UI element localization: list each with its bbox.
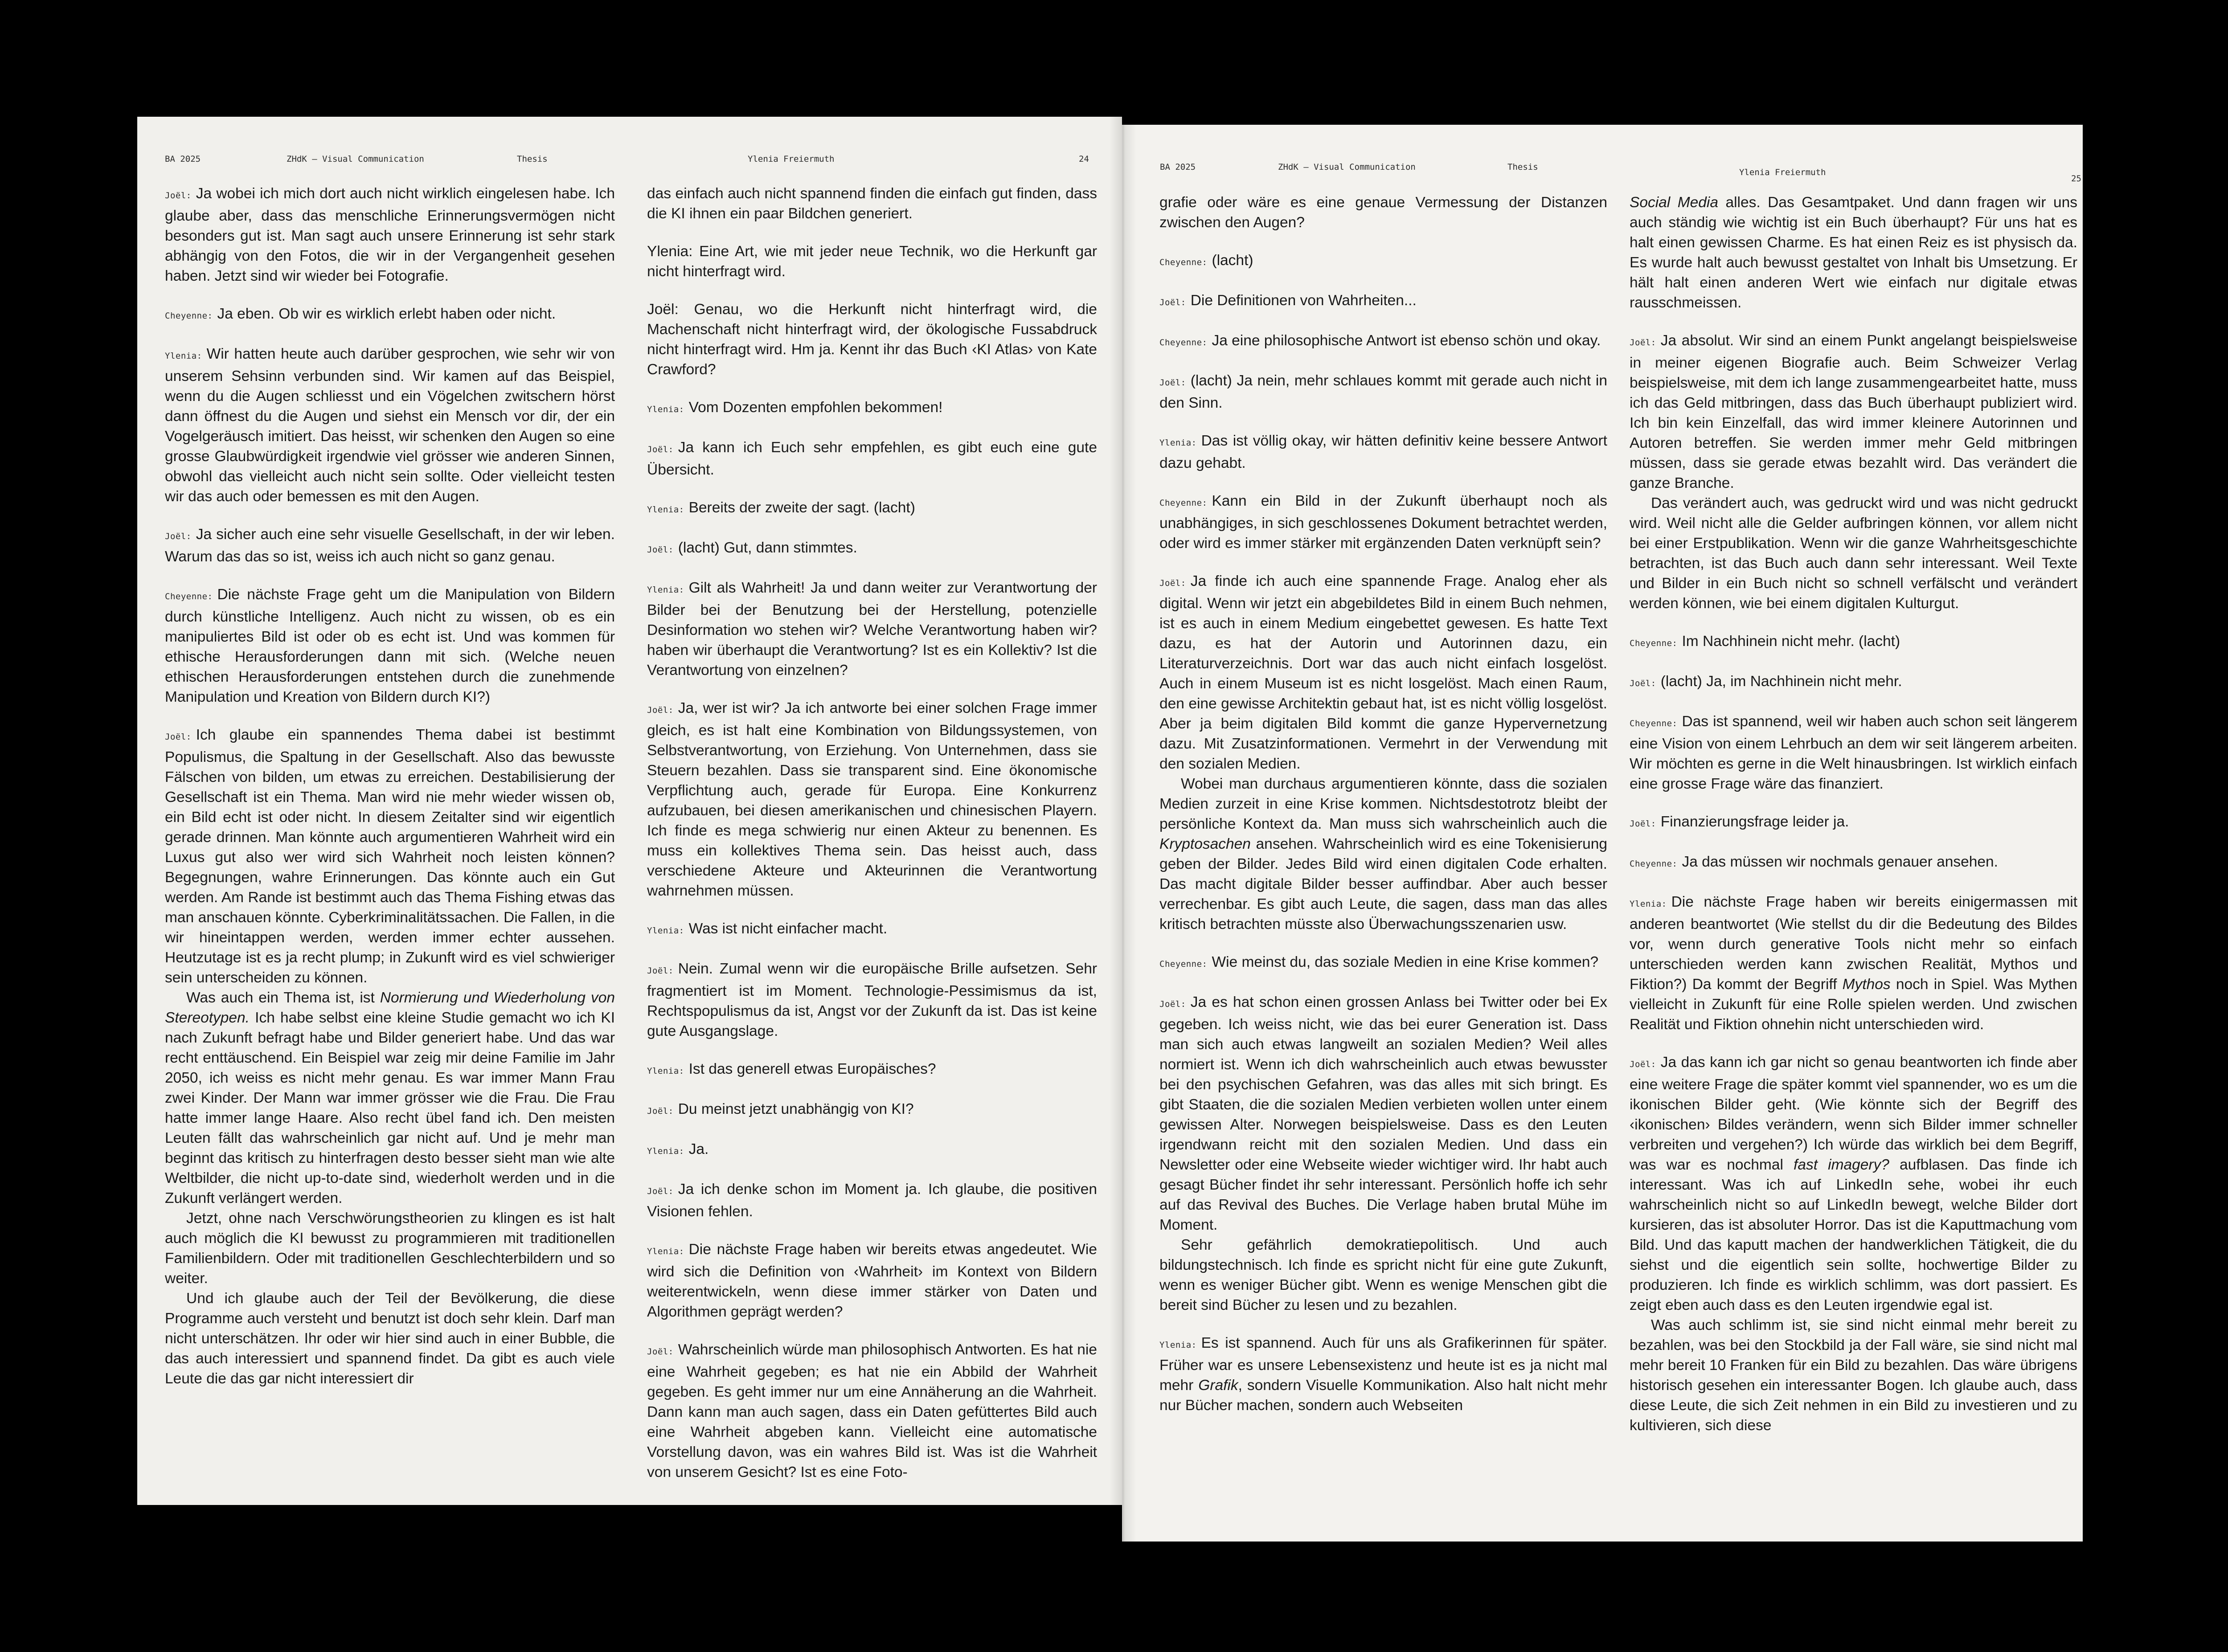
paragraph-text: Die nächste Frage haben wir bereits etwas angedeutet. Wie wird sich die Definition von ‹Wahrheit› im Kontext von Bildern weiterentwickeln, wenn diese immer stärker von Daten und Algorithmen geprägt werden? [647,1241,1097,1320]
paragraph-text: Vom Dozenten empfohlen bekommen! [688,399,943,416]
paragraph-text: aufblasen. Das finde ich interessant. Was ich auf LinkedIn sehe, wobei ihr euch wahrscheinlich nicht so auf LinkedIn bewegt, welche Bilder dort kursieren, das ist absoluter Horror. Das ist die Kaputtmachung vom Bild. Und das kaputt machen der handwerklichen Tätigkeit, die du siehst und die eigentlich sein sollte, hochwertige Bilder zu produzieren. Ich finde es wirklich schlimm, was dort passiert. Es zeigt eben auch dass es den Leuten irgendwie egal ist. [1630,1157,2077,1313]
speaker-label: Ylenia: [647,1247,684,1256]
speaker-label: Joël: [165,191,192,200]
page-number: 25 [2071,174,2081,184]
paragraph-text: Ja. [688,1141,709,1157]
emphasis-text: Kryptosachen [1159,836,1251,852]
column-2 [1630,192,2077,1453]
left-page [137,117,1122,1505]
interview-paragraph [1159,250,1607,273]
header-section: Thesis [517,154,548,164]
speaker-label: Ylenia: [647,585,684,595]
interview-paragraph [1630,892,2077,1035]
paragraph-text: Ja das kann ich gar nicht so genau beantworten ich finde aber eine weitere Frage die später kommt viel spannender, wo es um die ikonischen Bilder geht. (Wie könnte sich der Begriff des ‹ikonischen› Bildes verändern, wenn sich Bilder immer schneller verbreiten und vergehen?) Ich würde das wirklich bei dem Begriff, was war es nochmal [1630,1054,2077,1173]
speaker-label: Joël: [1630,1059,1656,1069]
paragraph-text: Nein. Zumal wenn wir die europäische Brille aufsetzen. Sehr fragmentiert ist im Moment. Technologie-Pessimismus da ist, Rechtspopulismus da ist, Angst vor der Zukunft da ist. Das ist keine gute Ausgangslage. [647,961,1097,1039]
interview-paragraph [1159,1333,1607,1415]
paragraph-text: Wahrscheinlich würde man philosophisch Antworten. Es hat nie eine Wahrheit gegeben; es hat nie ein Abbild der Wahrheit gegeben. Es geht immer nur um eine Annäherung an die Wahrheit. Dann kann man auch sagen, dass ein Daten gefüttertes Bild auch eine Wahrheit abgeben kann. Vielleicht eine automatische Vorstellung davon, was ein wahres Bild ist. Was ist die Wahrheit von unserem Gesicht? Ist es eine Foto- [647,1341,1097,1480]
interview-paragraph [1630,812,2077,834]
column-1 [1159,192,1607,1433]
paragraph-text: Ja das müssen wir nochmals genauer ansehen. [1682,854,1998,870]
interview-paragraph [647,959,1097,1041]
speaker-label: Ylenia: [1159,438,1197,448]
speaker-label: Joël: [647,1106,674,1116]
paragraph-text: Joël: Genau, wo die Herkunft nicht hinterfragt wird, die Machenschaft nicht hinterfragt wird, der ökologische Fussabdruck nicht hinterfragt wird. Hm ja. Kennt ihr das Buch ‹KI Atlas› von Kate Crawford? [647,301,1097,378]
header-school: ZHdK – Visual Communication [287,154,424,164]
emphasis-text: Grafik [1198,1377,1238,1394]
speaker-label: Cheyenne: [1159,498,1208,508]
interview-paragraph [1159,431,1607,473]
paragraph-text: (lacht) Ja nein, mehr schlaues kommt mit gerade auch nicht in den Sinn. [1159,372,1607,411]
paragraph-text: Ist das generell etwas Europäisches? [688,1061,936,1077]
interview-paragraph [1630,1315,2077,1435]
interview-paragraph [647,1139,1097,1161]
interview-paragraph [1159,1235,1607,1315]
speaker-label: Ylenia: [165,351,202,361]
page-header [1122,162,2083,184]
header-author: Ylenia Freiermuth [748,154,835,164]
page-header [137,154,1122,172]
paragraph-text: noch in Spiel. Was Mythen vielleicht in Zukunft für eine Rolle spielen werden. Und zwischen Realität und Fiktion ohnehin nicht unterschieden wird. [1630,976,2078,1033]
emphasis-text: Mythos [1842,976,1891,993]
paragraph-text: Die Definitionen von Wahrheiten... [1190,292,1417,309]
speaker-label: Ylenia: [647,505,684,515]
speaker-label: Joël: [1630,338,1656,348]
paragraph-text: Ja, wer ist wir? Ja ich antworte bei einer solchen Frage immer gleich, es ist halt eine Kombination von Bildungssystemen, von Selbstverantwortung, von Erziehung. Von Unternehmen, dass sie Steuern bezahlen. Dass sie transparent sind. Eine ökonomische Verpflichtung auch, gerade für Europa. Eine Konkurrenz aufzubauen, bei diesen amerikanischen und chinesischen Playern. Ich finde es mega schwierig nur einen Akteur zu benennen. Es muss ein kollektives Thema sein. Das heisst auch, dass verschiedene Akteure und Akteurinnen die Verantwortung wahrnehmen müssen. [647,700,1097,899]
paragraph-text: Jetzt, ohne nach Verschwörungstheorien zu klingen es ist halt auch möglich die KI bewusst zu programmieren mit traditionellen Familienbildern. Oder mit traditionellen Geschlechterbildern und so weiter. [165,1210,615,1287]
speaker-label: Joël: [647,1347,674,1357]
paragraph-text: Ja eine philosophische Antwort ist ebenso schön und okay. [1212,332,1601,349]
interview-paragraph [647,1099,1097,1121]
interview-paragraph [647,698,1097,901]
paragraph-text: Ja finde ich auch eine spannende Frage. Analog eher als digital. Wenn wir jetzt ein abgebildetes Bild in einem Buch nehmen, ist es auch in einem Medium eingebettet gewesen. Es hatte Text dazu, es hat der Autorin und Autorinnen dazu, ein Literaturverzeichnis. Dort war das auch nicht einfach losgelöst. Auch in einem Museum ist es nicht losgelöst. Mach einen Raum, den eine gewisse Architektin gebaut hat, ist es nicht völlig losgelöst. Aber ja beim digitalen Bild kommt die ganze Hypervernetzung dazu. Mit Zusatzinformationen. Vermehrt in der Verwendung mit den sozialen Medien. [1159,573,1607,772]
paragraph-text: Das verändert auch, was gedruckt wird und was nicht gedruckt wird. Weil nicht alle die Gelder aufbringen können, vor allem nicht bei einer Erstpublikation. Wenn wir die ganze Wahrheitsgeschichte betrachten, ist das Buch auch dann sehr interessant. Weil Texte und Bilder in ein Buch nicht so schnell verfälscht und verändert werden können, wie bei einem digitalen Kulturgut. [1630,495,2077,612]
interview-paragraph [647,299,1097,380]
paragraph-text: Wir hatten heute auch darüber gesprochen, wie sehr wir von unserem Sehsinn verbunden sind. Wir kamen auf das Beispiel, wenn du die Augen schliesst und ein Vögelchen zwitschern hörst dann öffnest du die Augen und siehst ein Mensch vor dir, der ein Vogelgeräusch imitiert. Das heisst, wir schenken den Augen so eine grosse Glaubwürdigkeit irgendwie viel grösser wie anderen Sinnen, obwohl das vielleicht auch nicht sein sollte. Oder vielleicht testen wir das auch oder bemessen es mit den Augen. [165,346,615,505]
paragraph-text: Sehr gefährlich demokratiepolitisch. Und auch bildungstechnisch. Ich finde es spricht nicht für eine gute Zukunft, wenn es weniger Bücher gibt. Wenn es wenige Menschen gibt die bereit sind Bücher zu lesen und zu bezahlen. [1159,1237,1607,1313]
header-author: Ylenia Freiermuth [1739,168,1826,177]
paragraph-text: alles. Das Gesamtpaket. Und dann fragen wir uns auch ständig wie wichtig ist ein Buch überhaupt? Für uns hat es halt einen gewissen Charme. Es hat einen Reiz es ist physisch da. Es wurde halt auch bewusst gestaltet von Inhalt bis Umsetzung. Er hält halt einen anderen Wert wie einfach nur digitale etwas rausschmeissen. [1630,194,2077,311]
interview-paragraph [165,988,615,1208]
column-2 [647,184,1097,1500]
header-ba: BA 2025 [1160,162,1196,172]
text-columns [165,184,1095,1478]
interview-paragraph [1630,493,2077,613]
speaker-label: Cheyenne: [1159,959,1208,969]
interview-paragraph [647,1239,1097,1322]
interview-paragraph [1159,992,1607,1235]
paragraph-text: Ja ich denke schon im Moment ja. Ich glaube, die positiven Visionen fehlen. [647,1181,1097,1220]
interview-paragraph [1159,331,1607,353]
interview-paragraph [1630,192,2077,313]
paragraph-text: Wobei man durchaus argumentieren könnte, dass die sozialen Medien zurzeit in eine Krise kommen. Nichtsdestotrotz bleibt der persönliche Kontext da. Man muss sich wahrscheinlich auch die [1159,776,1607,832]
interview-paragraph [165,304,615,326]
paragraph-text: Gilt als Wahrheit! Ja und dann weiter zur Verantwortung der Bilder bei der Benutzung bei der Herstellung, potenzielle Desinformation wo stehen wir? Welche Verantwortung haben wir? haben wir überhaupt die Verantwortung? Ist es ein Kollektiv? Ist die Verantwortung von einzelnen? [647,580,1097,679]
speaker-label: Joël: [1159,378,1186,388]
speaker-label: Joël: [1159,578,1186,588]
paragraph-text: , sondern Visuelle Kommunikation. Also halt nicht mehr nur Bücher machen, sondern auch Webseiten [1159,1377,1607,1414]
interview-paragraph [1159,952,1607,974]
speaker-label: Joël: [165,532,192,541]
interview-paragraph [1630,712,2077,794]
interview-paragraph [647,438,1097,480]
speaker-label: Joël: [1630,679,1656,688]
paragraph-text: Was ist nicht einfacher macht. [688,920,888,937]
interview-paragraph [647,184,1097,224]
speaker-label: Cheyenne: [1630,638,1678,648]
interview-paragraph [647,1340,1097,1482]
speaker-label: Joël: [647,1186,674,1196]
interview-paragraph [1630,1052,2077,1315]
interview-paragraph [1630,671,2077,694]
interview-paragraph [647,498,1097,520]
text-columns [1159,192,2078,1515]
paragraph-text: (lacht) [1212,252,1253,269]
paragraph-text: Ich habe selbst eine kleine Studie gemacht wo ich KI nach Zukunft befragt habe und Bilder generiert habe. Und das war recht enttäuschend. Ein Beispiel war zeig mir deine Familie im Jahr 2050, ich weiss es nicht mehr genau. Es war immer Mann Frau zwei Kinder. Der Mann war immer grösser wie die Frau. Die Frau hatte immer lange Haare. Also recht übel fand ich. Den meisten Leuten fällt das wahrscheinlich gar nicht auf. Und je mehr man beginnt das kritisch zu hinterfragen desto besser sieht man wie alte Weltbilder, die nicht up-to-date sind, wiederholt werden und in die Zukunft verlängert werden. [165,1010,615,1206]
page-number: 24 [1079,154,1089,164]
interview-paragraph [165,1208,615,1288]
interview-paragraph [1159,491,1607,553]
paragraph-text: Es ist spannend. Auch für uns als Grafikerinnen für später. Früher war es unsere Lebensexistenz und heute ist es ja nicht mal mehr [1159,1335,1607,1394]
interview-paragraph [1630,331,2077,493]
interview-paragraph [1159,192,1607,233]
speaker-label: Joël: [1159,298,1186,307]
paragraph-text: Das ist spannend, weil wir haben auch schon seit längerem eine Vision von einem Lehrbuch an dem wir seit längerem arbeiten. Wir möchten es gerne in die Welt hinausbringen. Ist wirklich einfach eine grosse Frage wäre das finanziert. [1630,713,2077,792]
paragraph-text: Im Nachhinein nicht mehr. (lacht) [1682,633,1900,650]
paragraph-text: Was auch ein Thema ist, ist [186,990,380,1006]
paragraph-text: Das ist völlig okay, wir hätten definitiv keine bessere Antwort dazu gehabt. [1159,433,1607,471]
paragraph-text: Was auch schlimm ist, sie sind nicht einmal mehr bereit zu bezahlen, was bei den Stockbild ja der Fall wäre, sie sind nicht mal mehr bereit 10 Franken für ein Bild zu bezahlen. Das wäre übrigens historisch gesehen ein interessanter Bogen. Ich glaube auch, dass diese Leute, die sich Zeit nehmen in ein Bild zu investieren und zu kultivieren, sich diese [1630,1317,2077,1434]
interview-paragraph [647,919,1097,941]
paragraph-text: Ja sicher auch eine sehr visuelle Gesellschaft, in der wir leben. Warum das das so ist, weiss ich auch nicht so ganz genau. [165,526,615,565]
header-school: ZHdK – Visual Communication [1278,162,1416,172]
speaker-label: Joël: [647,705,674,715]
paragraph-text: Die nächste Frage haben wir bereits einigermassen mit anderen beantwortet (Wie stellst du dir die Bedeutung des Bildes vor, wenn durch generative Tools nicht mehr so einfach unterschieden werden kann zwischen Realität, Mythos und Fiktion?) Da kommt der Begriff [1630,894,2077,993]
paragraph-text: Ylenia: Eine Art, wie mit jeder neue Technik, wo die Herkunft gar nicht hinterfragt wird. [647,243,1097,280]
header-ba: BA 2025 [165,154,201,164]
interview-paragraph [165,184,615,286]
speaker-label: Ylenia: [647,405,684,414]
interview-paragraph [1630,852,2077,874]
speaker-label: Ylenia: [647,1066,684,1076]
paragraph-text: grafie oder wäre es eine genaue Vermessung der Distanzen zwischen den Augen? [1159,194,1607,231]
interview-paragraph [1159,571,1607,774]
paragraph-text: ansehen. Wahrscheinlich wird es eine Tokenisierung geben der Bilder. Jedes Bild wird einen digitalen Code erhalten. Das macht digitale Bilder besser auffindbar. Aber auch besser verrechenbar. Es gibt auch Leute, die sagen, dass man das alles kritisch betrachten müsste also Überwachungsszenarien usw. [1159,836,1607,932]
interview-paragraph [165,344,615,507]
paragraph-text: (lacht) Gut, dann stimmtes. [678,540,857,556]
interview-paragraph [647,397,1097,420]
paragraph-text: (lacht) Ja, im Nachhinein nicht mehr. [1660,673,1902,690]
paragraph-text: Ja wobei ich mich dort auch nicht wirklich eingelesen habe. Ich glaube aber, dass das menschliche Erinnerungsvermögen nicht besonders gut ist. Man sagt auch unsere Erinnerung ist sehr stark abhängig von den Fotos, die wir in der Vergangenheit gesehen haben. Jetzt sind wir wieder bei Fotografie. [165,185,615,284]
speaker-label: Joël: [165,732,192,742]
paragraph-text: Und ich glaube auch der Teil der Bevölkerung, die diese Programme auch versteht und benutzt ist doch sehr klein. Darf man nicht unterschätzen. Ihr oder wir hier sind auch in einer Bubble, die das auch interessiert und spannend findet. Da gibt es auch viele Leute die das gar nicht interessiert dir [165,1290,615,1387]
interview-paragraph [165,585,615,707]
speaker-label: Ylenia: [647,1146,684,1156]
speaker-label: Cheyenne: [165,592,213,601]
interview-paragraph [165,725,615,988]
paragraph-text: Bereits der zweite der sagt. (lacht) [688,499,915,516]
header-section: Thesis [1507,162,1538,172]
speaker-label: Joël: [647,445,674,454]
interview-paragraph [165,524,615,567]
paragraph-text: Du meinst jetzt unabhängig von KI? [678,1101,914,1117]
speaker-label: Joël: [1630,819,1656,829]
speaker-label: Cheyenne: [1630,719,1678,728]
speaker-label: Ylenia: [647,926,684,936]
speaker-label: Ylenia: [1159,1340,1197,1350]
speaker-label: Joël: [647,545,674,555]
paragraph-text: Wie meinst du, das soziale Medien in eine Krise kommen? [1212,954,1599,970]
paragraph-text: Finanzierungsfrage leider ja. [1660,814,1849,830]
paragraph-text: Ja eben. Ob wir es wirklich erlebt haben oder nicht. [217,306,556,322]
interview-paragraph [647,538,1097,560]
interview-paragraph [647,1179,1097,1222]
speaker-label: Cheyenne: [1159,338,1208,348]
right-page [1122,125,2083,1542]
interview-paragraph [647,241,1097,282]
speaker-label: Joël: [1159,999,1186,1009]
emphasis-text: fast imagery? [1794,1157,1889,1173]
emphasis-text: Social Media [1630,194,1718,211]
interview-paragraph [1159,774,1607,934]
paragraph-text: das einfach auch nicht spannend finden die einfach gut finden, dass die KI ihnen ein paar Bildchen generiert. [647,185,1097,222]
paragraph-text: Kann ein Bild in der Zukunft überhaupt noch als unabhängiges, in sich geschlossenes Dokument betrachtet werden, oder wird es immer stärker mit ergänzenden Daten verknüpft sein? [1159,493,1607,552]
speaker-label: Cheyenne: [165,311,213,321]
paragraph-text: Ja es hat schon einen grossen Anlass bei Twitter oder bei Ex gegeben. Ich weiss nicht, wie das bei eurer Generation ist. Dass man sich auch etwas langweilt an sozialen Medien? Weil alles normiert ist. Wenn ich dich wahrscheinlich auch etwas bewusster bei den psychischen Gefahren, was das alles mit sich bringt. Es gibt Staaten, die die sozialen Medien verbieten wollen unter einem gewissen Alter. Norwegen beispielsweise. Dass es den Leuten irgendwann reicht mit den sozialen Medien. Und dass ein Newsletter oder eine Webseite wieder wichtiger wird. Ihr habt auch gesagt Bücher findet ihr sehr interessant. Persönlich hoffe ich sehr auf das Revival des Buches. Die Verlage haben brutal Mühe im Moment. [1159,994,1607,1233]
interview-paragraph [647,578,1097,680]
emphasis-text: Normierung und Wiederholung von Stereotypen. [165,990,615,1026]
interview-paragraph [165,1288,615,1389]
interview-paragraph [1630,631,2077,654]
paragraph-text: Die nächste Frage geht um die Manipulation von Bildern durch künstliche Intelligenz. Auch nicht zu wissen, ob es ein manipuliertes Bild ist oder ob es echt ist. Und was kommen für ethische Herausforderungen dann mit sich. (Welche neuen ethischen Herausforderungen entstehen durch die zunehmende Manipulation und Kreation von Bildern durch KI?) [165,586,615,705]
speaker-label: Cheyenne: [1159,258,1208,267]
interview-paragraph [1159,371,1607,413]
paragraph-text: Ja kann ich Euch sehr empfehlen, es gibt euch eine gute Übersicht. [647,439,1097,478]
interview-paragraph [647,1059,1097,1081]
paragraph-text: Ich glaube ein spannendes Thema dabei ist bestimmt Populismus, die Spaltung in der Gesellschaft. Also das bewusste Fälschen von bilden, um etwas zu erreichen. Destabilisierung der Gesellschaft ist ein Thema. Man wird nie mehr wieder wissen ob, ein Bild echt ist oder nicht. In diesem Zeitalter sind wir eigentlich gerade drinnen. Man könnte auch argumentieren Wahrheit wird ein Luxus gut also wer wird sich Wahrheit noch leisten können? Begegnungen, wahre Erinnerungen. Das könnte auch ein Gut werden. Am Rande ist bestimmt auch das Thema Fishing etwas das man anschauen könnte. Cyberkriminalitätssachen. Die Fallen, in die wir hineintappen werden, werden immer echter aussehen. Heutzutage ist es ja recht plump; in Zukunft wird es viel schwieriger sein unterscheiden zu können. [165,727,615,986]
speaker-label: Cheyenne: [1630,859,1678,869]
paragraph-text: Ja absolut. Wir sind an einem Punkt angelangt beispielsweise in meiner eigenen Biografie auch. Beim Schweizer Verlag beispielsweise, mit dem ich lange zusammengearbeitet hatte, muss ich das Geld mitbringen, dass das Buch überhaupt publiziert wird. Ich bin kein Einzelfall, das wird immer kleinere Autorinnen und Autoren betreffen. Sie werden immer mehr Geld mitbringen müssen, dass sie gerade etwas bezahlt wird. Das verändert die ganze Branche. [1630,332,2077,491]
speaker-label: Ylenia: [1630,899,1667,909]
interview-paragraph [1159,290,1607,313]
speaker-label: Joël: [647,966,674,976]
column-1 [165,184,615,1407]
